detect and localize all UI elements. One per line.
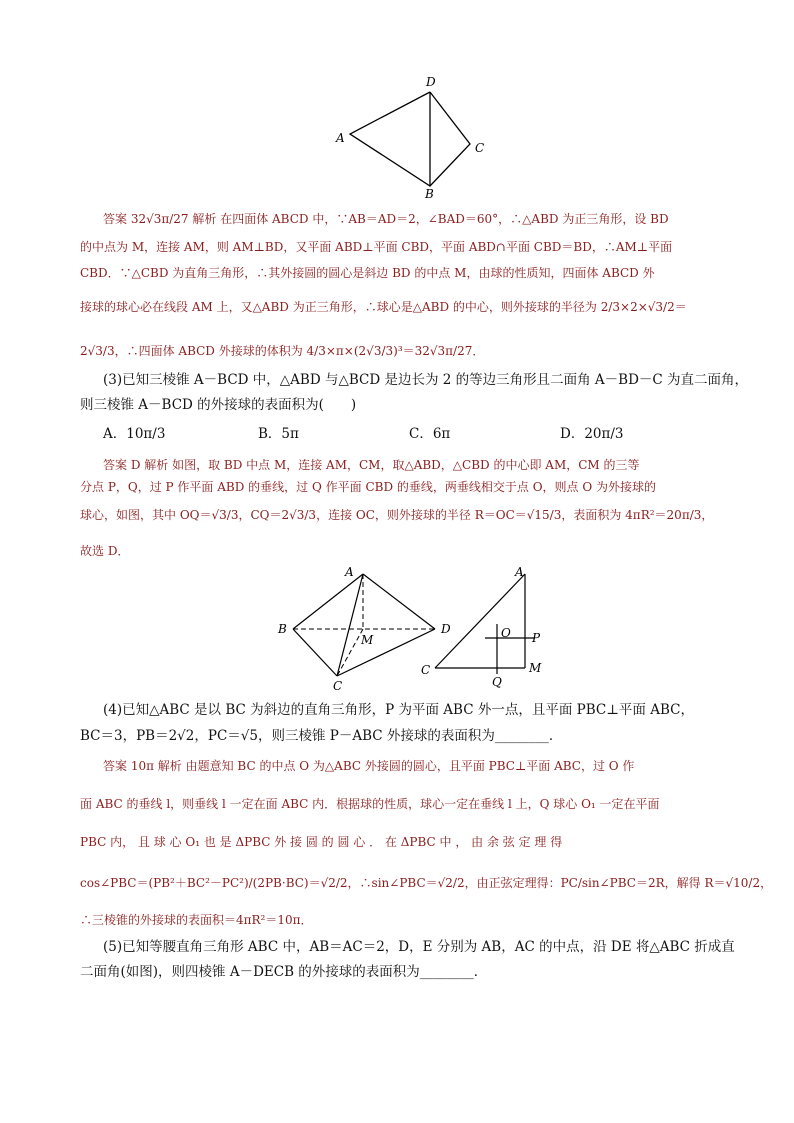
figure-cross-section bbox=[415, 562, 555, 690]
label-d: D bbox=[441, 622, 451, 636]
answer1-line5: 2√3/3，∴四面体 ABCD 外接球的体积为 4/3×π×(2√3/3)³＝32√3π/27． bbox=[80, 344, 485, 358]
label-q: Q bbox=[492, 675, 502, 689]
question4-line1: (4)已知△ABC 是以 BC 为斜边的直角三角形，P 为平面 ABC 外一点，且平面 PBC⊥平面 ABC， bbox=[103, 702, 694, 718]
label-p: P bbox=[532, 631, 541, 645]
label-a: A bbox=[515, 565, 524, 579]
label-c: C bbox=[333, 679, 343, 692]
label-d: D bbox=[426, 75, 436, 89]
label-o: O bbox=[501, 626, 511, 640]
answer3-line4: 故选 D． bbox=[80, 544, 130, 558]
option-c: C．6π bbox=[409, 426, 451, 442]
question5-line1: (5)已知等腰直角三角形 ABC 中，AB＝AC＝2，D，E 分别为 AB，AC 的中点，沿 DE 将△ABC 折成直 bbox=[103, 939, 735, 955]
label-b: B bbox=[278, 622, 287, 636]
answer1-line1: 答案 32√3π/27 解析 在四面体 ABCD 中，∵AB＝AD＝2，∠BAD＝60°，∴△ABD 为正三角形，设 BD bbox=[103, 212, 669, 226]
answer4-line4: cos∠PBC＝(PB²＋BC²－PC²)/(2PB·BC)＝√2/2，∴sin∠PBC＝√2/2，由正弦定理得：PC/sin∠PBC＝2R，解得 R＝√10/2， bbox=[80, 876, 773, 890]
answer1-line3: CBD．∵△CBD 为直角三角形，∴其外接圆的圆心是斜边 BD 的中点 M，由球的性质知，四面体 ABCD 外 bbox=[80, 266, 655, 280]
answer4-line3: PBC 内， 且 球 心 O₁ 也 是 ΔPBC 外 接 圆 的 圆 心 ． 在 ΔPBC 中 ， 由 余 弦 定 理 得 bbox=[80, 835, 563, 849]
question3-line2: 则三棱锥 A－BCD 的外接球的表面积为( ) bbox=[80, 397, 357, 413]
answer3-line3: 球心，如图，其中 OQ＝√3/3，CQ＝2√3/3，连接 OC，则外接球的半径 R＝OC＝√15/3，表面积为 4πR²＝20π/3， bbox=[80, 508, 714, 522]
label-a: A bbox=[336, 131, 345, 145]
option-a: A．10π/3 bbox=[103, 426, 166, 442]
answer4-line1: 答案 10π 解析 由题意知 BC 的中点 O 为△ABC 外接圆的圆心，且平面 PBC⊥平面 ABC，过 O 作 bbox=[103, 759, 635, 773]
question4-line2: BC＝3，PB＝2√2，PC＝√5，则三棱锥 P－ABC 外接球的表面积为________． bbox=[80, 728, 563, 744]
answer3-line1: 答案 D 解析 如图，取 BD 中点 M，连接 AM，CM，取△ABD，△CBD 的中心即 AM，CM 的三等 bbox=[103, 458, 640, 472]
answer4-line5: ∴三棱锥的外接球的表面积＝4πR²＝10π． bbox=[80, 913, 313, 927]
question5-line2: 二面角(如图)，则四棱锥 A－DECB 的外接球的表面积为________． bbox=[80, 964, 488, 980]
label-m: M bbox=[529, 661, 542, 675]
answer3-line2: 分点 P，Q，过 P 作平面 ABD 的垂线，过 Q 作平面 CBD 的垂线，两垂线相交于点 O，则点 O 为外接球的 bbox=[80, 480, 657, 494]
answer1-line2: 的中点为 M，连接 AM，则 AM⊥BD，又平面 ABD⊥平面 CBD，平面 ABD∩平面 CBD＝BD，∴AM⊥平面 bbox=[80, 240, 673, 254]
label-a: A bbox=[345, 565, 354, 579]
label-c: C bbox=[421, 663, 431, 677]
answer4-line2: 面 ABC 的垂线 l，则垂线 l 一定在面 ABC 内．根据球的性质，球心一定在垂线 l 上，Q 球心 O₁ 一定在平面 bbox=[80, 797, 660, 811]
label-b: B bbox=[425, 187, 434, 200]
answer1-line4: 接球的球心必在线段 AM 上，又△ABD 为正三角形，∴球心是△ABD 的中心，则外接球的半径为 2/3×2×√3/2＝ bbox=[80, 300, 687, 314]
label-c: C bbox=[475, 141, 485, 155]
option-d: D．20π/3 bbox=[560, 426, 624, 442]
label-m: M bbox=[361, 633, 374, 647]
option-b: B．5π bbox=[258, 426, 299, 442]
question3-line1: (3)已知三棱锥 A－BCD 中，△ABD 与△BCD 是边长为 2 的等边三角形且二面角 A－BD－C 为直二面角， bbox=[103, 372, 749, 388]
figure-tetrahedron-abcd bbox=[330, 72, 500, 200]
